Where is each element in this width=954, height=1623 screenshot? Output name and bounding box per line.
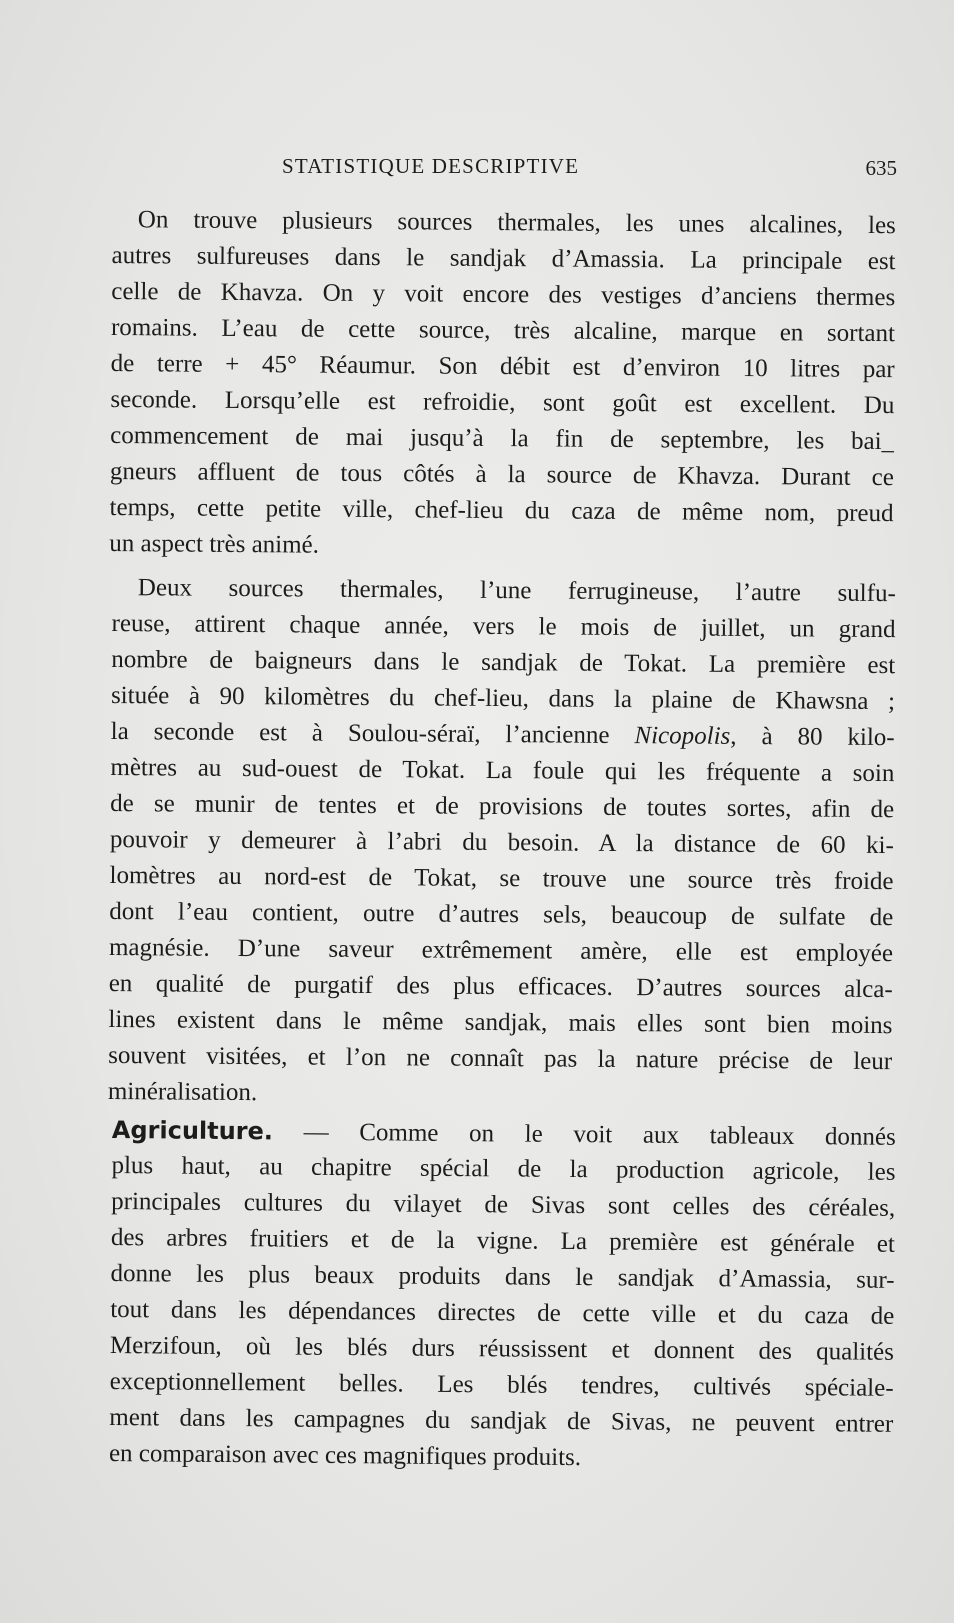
text-line: celle de Khavza. On y voit encore des vestiges d’anciens thermes <box>111 277 896 312</box>
text-line: autres sulfureuses dans le sandjak d’Amassia. La principale est <box>111 241 896 276</box>
text-line: Merzifoun, où les blés durs réussissent et donnent des qualités <box>109 1331 895 1366</box>
running-title: STATISTIQUE DESCRIPTIVE <box>282 154 580 178</box>
paragraph-thermal-springs-tokat <box>108 570 896 1116</box>
text-line: de terre + 45° Réaumur. Son débit est d’environ 10 litres par <box>110 349 895 384</box>
text-line: magnésie. D’une saveur extrêmement amère, elle est employée <box>108 933 894 968</box>
text-line: un aspect très animé. <box>109 529 320 559</box>
text-line: gneurs affluent de tous côtés à la source de Khavza. Durant ce <box>109 457 894 492</box>
italic-place-name: Nicopolis <box>634 722 731 750</box>
text-line: Deux sources thermales, l’une ferrugineuse, l’autre sulfu- <box>137 574 896 608</box>
page-number: 635 <box>865 156 897 180</box>
text-line: seconde. Lorsqu’elle est refroidie, sont goût est excellent. Du <box>110 385 895 420</box>
text-line: commencement de mai jusqu’à la fin de septembre, les bai_ <box>110 421 895 456</box>
text-line: principales cultures du vilayet de Sivas sont celles des céréales, <box>111 1187 896 1222</box>
text-line: reuse, attirent chaque année, vers le mois de juillet, un grand <box>111 609 896 644</box>
text-fragment: , à 80 kilo- <box>730 722 895 752</box>
text-line: mètres au sud-ouest de Tokat. La foule qui les fréquente a soin <box>110 753 895 788</box>
text-line: plus haut, au chapitre spécial de la production agricole, les <box>111 1151 896 1186</box>
text-line: pouvoir y demeurer à l’abri du besoin. A la distance de 60 ki- <box>109 825 894 860</box>
text-line: romains. L’eau de cette source, très alcaline, marque en sortant <box>110 313 896 348</box>
paragraph-thermal-springs-amassia <box>109 202 896 568</box>
text-line: lomètres au nord-est de Tokat, se trouve une source très froide <box>109 861 894 896</box>
text-line: minéralisation. <box>107 1077 258 1107</box>
text-line: en comparaison avec ces magnifiques produits. <box>108 1439 582 1472</box>
section-heading: Agriculture. <box>111 1115 274 1146</box>
paragraph-agriculture <box>109 1112 896 1479</box>
text-line-with-italic <box>111 714 895 756</box>
text-line: On trouve plusieurs sources thermales, les unes alcalines, les <box>137 206 896 240</box>
text-fragment: — Comme on le voit aux tableaux donnés <box>272 1118 896 1151</box>
text-line: donne les plus beaux produits dans le sandjak d’Amassia, sur- <box>110 1259 895 1294</box>
text-line: nombre de baigneurs dans le sandjak de Tokat. La première est <box>111 645 896 680</box>
text-line: ment dans les campagnes du sandjak de Sivas, ne peuvent entrer <box>109 1403 894 1438</box>
text-fragment: la seconde est à Soulou-séraï, l’ancienne <box>110 717 635 750</box>
text-line: en qualité de purgatif des plus efficaces. D’autres sources alca- <box>108 969 893 1004</box>
text-line: des arbres fruitiers et de la vigne. La première est générale et <box>110 1223 895 1258</box>
text-line: de se munir de tentes et de provisions de toutes sortes, afin de <box>110 789 895 824</box>
text-line: située à 90 kilomètres du chef-lieu, dans la plaine de Khawsna ; <box>110 681 896 716</box>
text-line: exceptionnellement belles. Les blés tendres, cultivés spéciale- <box>109 1367 894 1402</box>
text-line: souvent visitées, et l’on ne connaît pas la nature précise de leur <box>108 1041 893 1076</box>
text-line: lines existent dans le même sandjak, mais elles sont bien moins <box>108 1005 893 1040</box>
text-line: tout dans les dépendances directes de cette ville et du caza de <box>110 1295 895 1330</box>
page-header <box>110 154 897 184</box>
text-line: temps, cette petite ville, chef-lieu du caza de même nom, preud <box>109 493 894 528</box>
text-line: dont l’eau contient, outre d’autres sels, beaucoup de sulfate de <box>109 897 894 932</box>
